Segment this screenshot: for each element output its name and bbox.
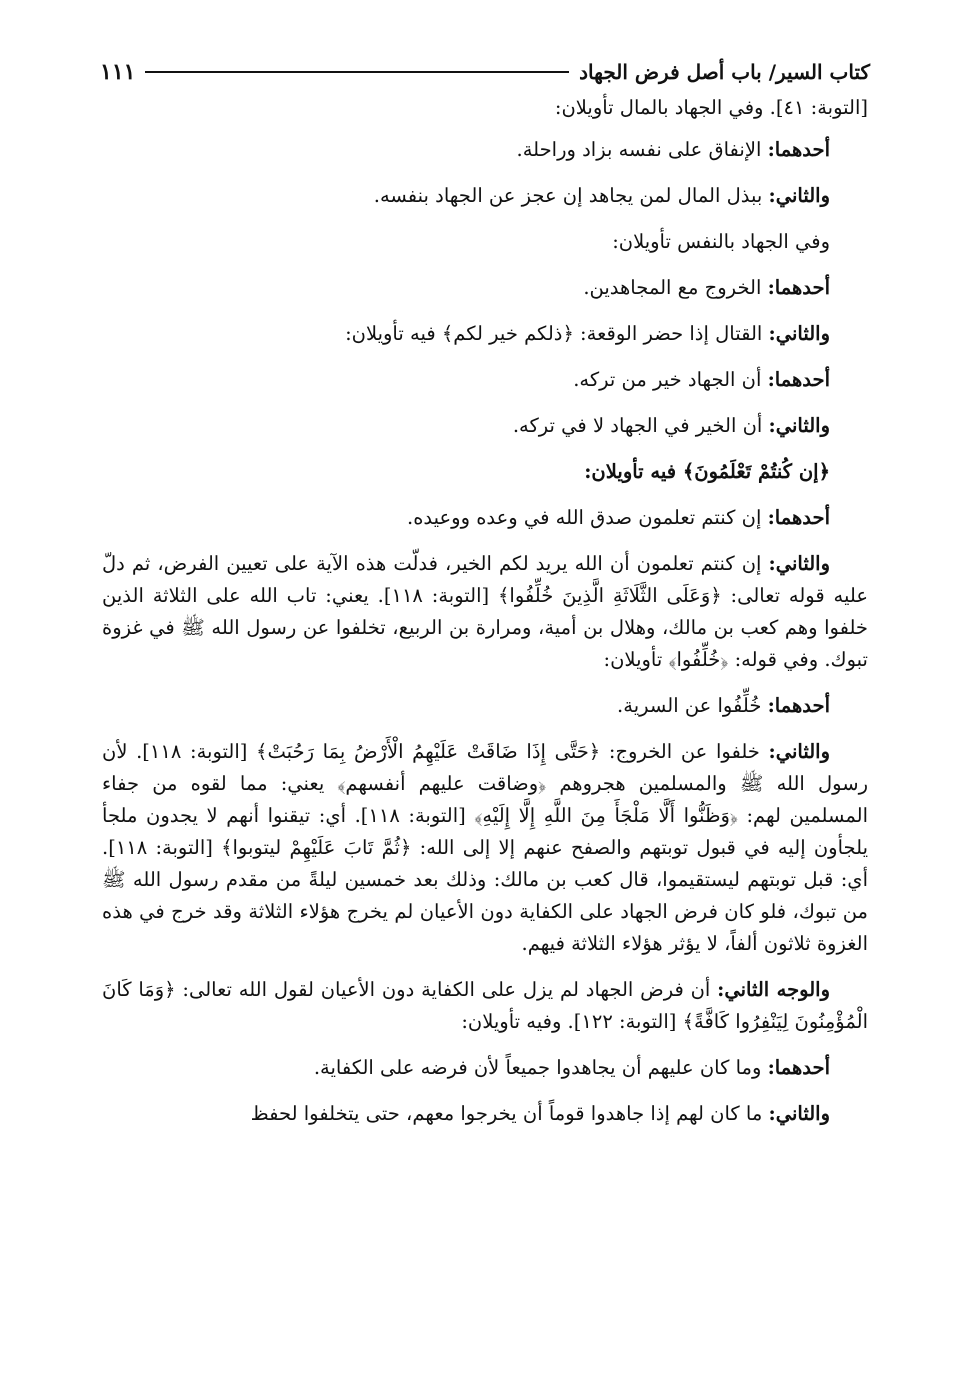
paragraph-text: أن الخير في الجهاد لا في تركه. xyxy=(512,414,769,437)
header-rule xyxy=(145,71,569,73)
paragraph xyxy=(102,1052,868,1084)
paragraph-lead: والثاني: xyxy=(768,414,830,437)
paragraph-text: القتال إذا حضر الوقعة: ﴿ذلكم خير لكم﴾ فيه تأويلان: xyxy=(345,322,769,345)
paragraph-text: ﴿إن كُنتُمْ تَعْلَمُونَ﴾ فيه تأويلان: xyxy=(584,460,830,483)
paragraph-lead: والثاني: xyxy=(768,1102,830,1125)
paragraph-lead: والثاني: xyxy=(768,184,830,207)
paragraph xyxy=(102,92,868,124)
paragraph xyxy=(102,410,868,442)
paragraph-lead: أحدهما: xyxy=(767,506,830,529)
paragraph xyxy=(102,548,868,676)
paragraph-text: إن كنتم تعلمون أن الله يريد لكم الخير، فدلّت هذه الآية على تعيين الفرض، ثم دلّ عليه قوله تعالى: ﴿وَعَلَى الثَّلَاثَةِ الَّذِينَ خُلِّفُوا﴾ [التوبة: ١١٨]. يعني: تاب الله على الثلاثة الذين خلفوا وهم كعب بن مالك، وهلال بن أمية، ومرارة بن الربيع، تخلفوا عن رسول الله ﷺ في غزوة تبوك. وفي قوله: ﴿خُلِّفُوا﴾ تأويلان: xyxy=(102,552,868,671)
paragraph-text: ببذل المال لمن يجاهد إن عجز عن الجهاد بنفسه. xyxy=(373,184,769,207)
paragraph-text: وفي الجهاد بالنفس تأويلان: xyxy=(612,230,830,253)
paragraph-text: [التوبة: ٤١]. وفي الجهاد بالمال تأويلان: xyxy=(554,96,868,119)
paragraph-text: الخروج مع المجاهدين. xyxy=(583,276,768,299)
paragraph-lead: أحدهما: xyxy=(767,138,830,161)
paragraph xyxy=(102,180,868,212)
paragraph-text: أن الجهاد خير من تركه. xyxy=(573,368,768,391)
paragraph xyxy=(102,974,868,1038)
paragraph xyxy=(102,502,868,534)
paragraph-text: الإنفاق على نفسه بزاد وراحلة. xyxy=(516,138,768,161)
paragraph-lead: والوجه الثاني: xyxy=(717,978,830,1001)
paragraph-text: خلفوا عن الخروج: ﴿حَتَّى إِذَا ضَاقَتْ عَلَيْهِمُ الْأَرْضُ بِمَا رَحُبَتْ﴾ [التوبة: ١١٨]. لأن رسول الله ﷺ والمسلمين هجروهم ﴿وضاقت عليهم أنفسهم﴾ يعني: مما لقوه من جفاء المسلمين لهم: ﴿وَظَنُّوا أَلَّا مَلْجَأَ مِنَ اللَّهِ إِلَّا إِلَيْهِ﴾ [التوبة: ١١٨]. أي: تيقنوا أنهم لا يجدون ملجأ يلجأون إليه في قبول توبتهم والصفح عنهم إلا إلى الله: ﴿ثُمَّ تَابَ عَلَيْهِمْ ليتوبوا﴾ [التوبة: ١١٨]. أي: قبل توبتهم ليستقيموا، قال كعب بن مالك: وذلك بعد خمسين ليلةً من مقدم رسول الله ﷺ من تبوك، فلو كان فرض الجهاد على الكفاية دون الأعيان لم يخرج هؤلاء الثلاثة وقد خرج في هذه الغزوة ثلاثون ألفاً، لا يؤثر هؤلاء الثلاثة فيهم. xyxy=(102,740,869,955)
paragraph xyxy=(102,134,868,166)
paragraph xyxy=(102,272,868,304)
paragraph xyxy=(102,690,868,722)
paragraph xyxy=(102,456,868,488)
paragraph-lead: والثاني: xyxy=(768,552,830,575)
paragraph-lead: أحدهما: xyxy=(767,694,830,717)
paragraph xyxy=(102,736,868,960)
paragraph xyxy=(102,1098,868,1130)
paragraph-lead: والثاني: xyxy=(768,740,830,763)
page-body xyxy=(102,92,868,1144)
page-number: ١١١ xyxy=(100,59,136,85)
paragraph-text: إن كنتم تعلمون صدق الله في وعده ووعيده. xyxy=(407,506,768,529)
running-header xyxy=(100,58,870,86)
chapter-title: كتاب السير/ باب أصل فرض الجهاد xyxy=(579,60,870,84)
paragraph-text: وما كان عليهم أن يجاهدوا جميعاً لأن فرضه على الكفاية. xyxy=(313,1056,768,1079)
paragraph-text: أن فرض الجهاد لم يزل على الكفاية دون الأعيان لقول الله تعالى: ﴿وَمَا كَانَ الْمُؤْمِنُونَ لِيَنْفِرُوا كَافَّةً﴾ [التوبة: ١٢٢]. وفيه تأويلان: xyxy=(102,978,868,1033)
paragraph-lead: أحدهما: xyxy=(767,368,830,391)
paragraph xyxy=(102,226,868,258)
paragraph-lead: أحدهما: xyxy=(767,276,830,299)
paragraph-text: ما كان لهم إذا جاهدوا قوماً أن يخرجوا معهم، حتى يتخلفوا لحفظ xyxy=(250,1102,769,1125)
paragraph-lead: أحدهما: xyxy=(767,1056,830,1079)
paragraph-text: خُلِّفُوا عن السرية. xyxy=(617,694,768,717)
paragraph xyxy=(102,364,868,396)
paragraph xyxy=(102,318,868,350)
paragraph-lead: والثاني: xyxy=(768,322,830,345)
